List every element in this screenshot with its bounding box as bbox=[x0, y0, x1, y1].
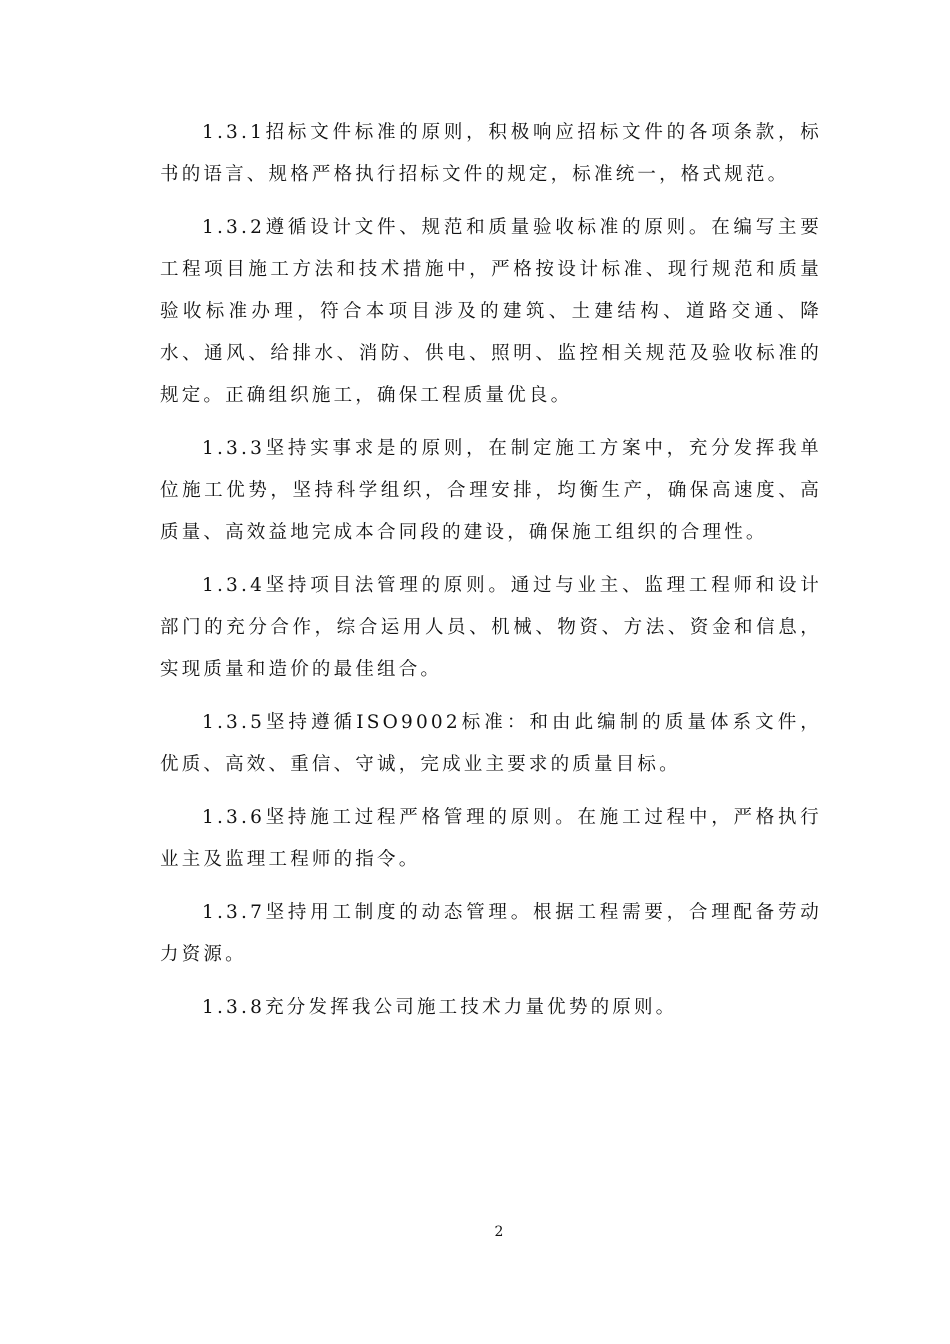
paragraph-1-3-7: 1.3.7坚持用工制度的动态管理。根据工程需要，合理配备劳动力资源。 bbox=[160, 902, 822, 965]
page-number: 2 bbox=[494, 1224, 504, 1240]
paragraph-1-3-2: 1.3.2遵循设计文件、规范和质量验收标准的原则。在编写主要工程项目施工方法和技术措施中，严格按设计标准、现行规范和质量验收标准办理，符合本项目涉及的建筑、土建结构、道路交通、降水、通风、给排水、消防、供电、照明、监控相关规范及验收标准的规定。正确组织施工，确保工程质量优良。 bbox=[160, 217, 822, 406]
paragraph-1-3-3: 1.3.3坚持实事求是的原则，在制定施工方案中，充分发挥我单位施工优势，坚持科学组织，合理安排，均衡生产，确保高速度、高质量、高效益地完成本合同段的建设，确保施工组织的合理性。 bbox=[160, 438, 822, 543]
document-body bbox=[160, 112, 822, 1040]
paragraph-1-3-6: 1.3.6坚持施工过程严格管理的原则。在施工过程中，严格执行业主及监理工程师的指令。 bbox=[160, 807, 822, 870]
paragraph-1-3-4: 1.3.4坚持项目法管理的原则。通过与业主、监理工程师和设计部门的充分合作，综合运用人员、机械、物资、方法、资金和信息，实现质量和造价的最佳组合。 bbox=[160, 575, 822, 680]
paragraph-1-3-8: 1.3.8充分发挥我公司施工技术力量优势的原则。 bbox=[202, 997, 678, 1018]
paragraph-1-3-1: 1.3.1招标文件标准的原则，积极响应招标文件的各项条款，标书的语言、规格严格执行招标文件的规定，标准统一，格式规范。 bbox=[160, 122, 822, 185]
paragraph-1-3-5: 1.3.5坚持遵循ISO9002标准：和由此编制的质量体系文件，优质、高效、重信、守诚，完成业主要求的质量目标。 bbox=[160, 712, 822, 775]
